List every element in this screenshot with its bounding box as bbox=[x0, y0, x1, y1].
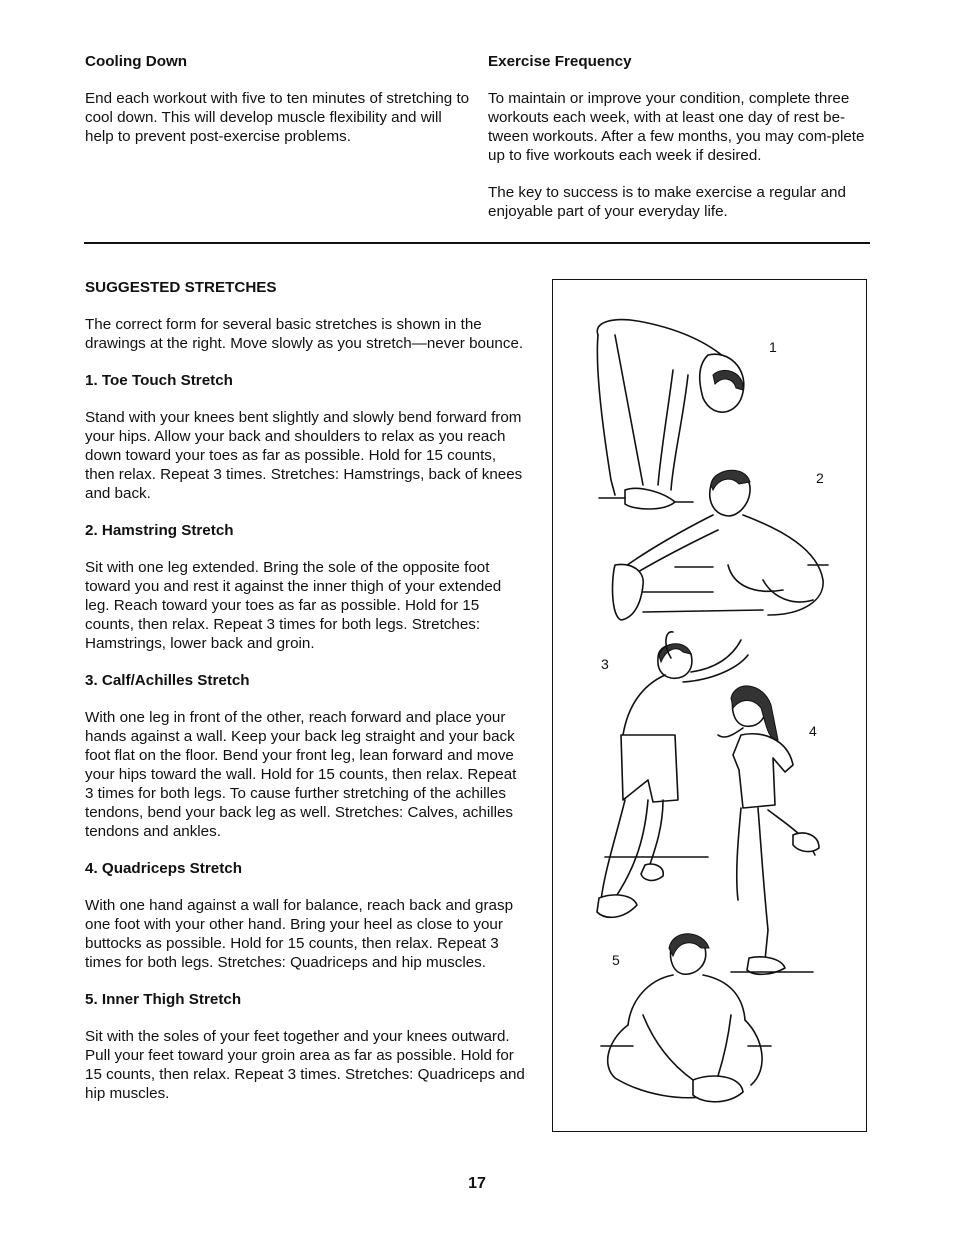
exercise-frequency-text-1: To maintain or improve your condition, complete three workouts each week, with at least one day of rest be-tween workouts. After a few months, you may com-plete up to five workouts each week if desired. bbox=[488, 90, 865, 164]
quadriceps-figure bbox=[718, 686, 819, 974]
figure-label-1: 1 bbox=[769, 339, 777, 355]
calf-achilles-text: With one leg in front of the other, reach forward and place your hands against a wall. Keep your back leg straight and your back foot flat on the floor. Bend your front leg, lean forward and move your hips toward the wall. Hold for 15 counts, then relax. Repeat 3 times for both legs. To cause further stretching of the achilles tendons, bend your back leg as well. Stretches: Calves, achilles tendons and ankles. bbox=[85, 709, 517, 840]
figure-label-5: 5 bbox=[612, 952, 620, 968]
stretches-intro: The correct form for several basic stretches is shown in the drawings at the right. Move slowly as you stretch—never bounce. bbox=[85, 316, 524, 352]
exercise-frequency-section bbox=[488, 52, 866, 221]
suggested-stretches-section bbox=[85, 278, 525, 1103]
figure-label-3: 3 bbox=[601, 656, 609, 672]
section-divider bbox=[84, 242, 870, 244]
quadriceps-text: With one hand against a wall for balance, reach back and grasp one foot with your other hand. Bring your heel as close to your buttocks as possible. Hold for 15 counts, then relax. Repeat 3 times for both legs. Stretches: Quadriceps and hip muscles. bbox=[85, 897, 514, 971]
cooling-down-heading: Cooling Down bbox=[85, 53, 188, 70]
suggested-stretches-heading: SUGGESTED STRETCHES bbox=[85, 279, 277, 296]
toe-touch-text: Stand with your knees bent slightly and slowly bend forward from your hips. Allow your back and shoulders to relax as you reach down toward your toes as far as possible. Hold for 15 counts, then relax. Repeat 3 times. Stretches: Hamstrings, back of knees and back. bbox=[85, 409, 523, 502]
inner-thigh-heading: 5. Inner Thigh Stretch bbox=[85, 991, 242, 1008]
figure-label-2: 2 bbox=[816, 470, 824, 486]
cooling-down-section bbox=[85, 52, 470, 146]
cooling-down-text: End each workout with five to ten minutes of stretching to cool down. This will develop muscle flexibility and will help to prevent post-exercise problems. bbox=[85, 90, 470, 145]
inner-thigh-figure bbox=[601, 934, 771, 1102]
calf-achilles-heading: 3. Calf/Achilles Stretch bbox=[85, 672, 250, 689]
exercise-frequency-heading: Exercise Frequency bbox=[488, 53, 632, 70]
page-number: 17 bbox=[468, 1175, 486, 1192]
figure-label-4: 4 bbox=[809, 723, 817, 739]
calf-achilles-figure bbox=[597, 632, 748, 918]
stretch-illustrations-box bbox=[552, 279, 867, 1132]
exercise-frequency-text-2: The key to success is to make exercise a regular and enjoyable part of your everyday life. bbox=[488, 184, 846, 220]
hamstring-heading: 2. Hamstring Stretch bbox=[85, 522, 234, 539]
stretch-illustrations bbox=[553, 280, 868, 1133]
toe-touch-heading: 1. Toe Touch Stretch bbox=[85, 372, 233, 389]
quadriceps-heading: 4. Quadriceps Stretch bbox=[85, 860, 242, 877]
inner-thigh-text: Sit with the soles of your feet together and your knees outward. Pull your feet toward your groin area as far as possible. Hold for 15 counts, then relax. Repeat 3 times. Stretches: Quadriceps and hip muscles. bbox=[85, 1028, 525, 1102]
hamstring-text: Sit with one leg extended. Bring the sole of the opposite foot toward you and rest it against the inner thigh of your extended leg. Reach toward your toes as far as possible. Hold for 15 counts, then relax. Repeat 3 times for both legs. Stretches: Hamstrings, lower back and groin. bbox=[85, 559, 502, 652]
